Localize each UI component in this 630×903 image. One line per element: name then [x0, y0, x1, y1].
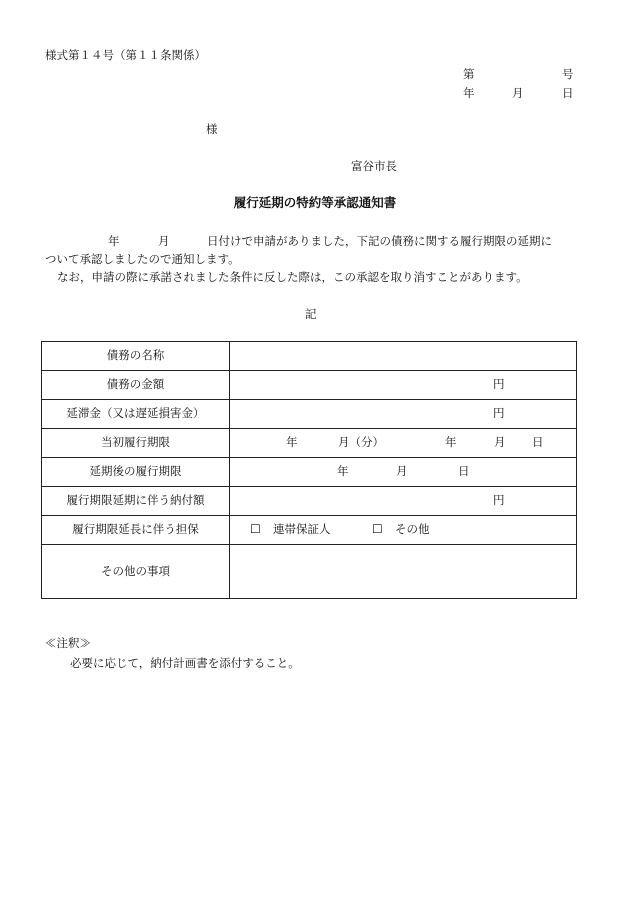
- original-year-unit: 年: [286, 435, 298, 449]
- addressee-suffix: 様: [206, 122, 218, 136]
- sender-name: 富谷市長: [351, 159, 397, 173]
- row-label-debt-amount: 債務の金額: [42, 371, 230, 400]
- document-title: 履行延期の特約等承認通知書: [233, 195, 397, 210]
- value-cell-late-charge: [230, 400, 577, 429]
- checkbox-icon[interactable]: ☐: [372, 522, 383, 536]
- value-cell-debt-name: [230, 342, 577, 371]
- value-cell-collateral: [230, 516, 577, 545]
- body-line1-month: 月: [158, 234, 170, 248]
- row-label-collateral: 履行期限延長に伴う担保: [42, 516, 230, 545]
- option-joint-guarantor: 連帯保証人: [273, 522, 331, 536]
- issue-date-day: 日: [562, 86, 574, 100]
- issue-date-year: 年: [463, 86, 475, 100]
- original-end-day-unit: 日: [532, 435, 544, 449]
- issue-date-month: 月: [512, 86, 524, 100]
- body-line3-text: なお，申請の際に承諾されました条件に反した際は，この承認を取り消すことがあります。: [57, 270, 528, 284]
- notes-text: 必要に応じて，納付計画書を添付すること。: [70, 656, 300, 670]
- body-line1-year: 年: [108, 234, 120, 248]
- table-row: [42, 458, 577, 487]
- table-row: [42, 400, 577, 429]
- row-label-other-matters: その他の事項: [42, 545, 230, 599]
- body-line1-text: 日付けで申請がありました，下記の債務に関する履行期限の延期に: [207, 234, 552, 248]
- table-row: [42, 487, 577, 516]
- value-cell-payment-amount: [230, 487, 577, 516]
- unit-yen: 円: [493, 377, 505, 391]
- document-no-suffix: 号: [562, 67, 574, 81]
- original-month-unit: 月（分）: [338, 435, 384, 449]
- notes-heading: ≪注釈≫: [45, 636, 91, 650]
- document-no-prefix: 第: [463, 67, 475, 81]
- details-table: [41, 341, 577, 599]
- table-row: [42, 545, 577, 599]
- extended-year-unit: 年: [337, 464, 349, 478]
- table-row: [42, 342, 577, 371]
- table-row: [42, 516, 577, 545]
- body-line2-text: ついて承認しましたので通知します。: [45, 252, 240, 266]
- original-end-year-unit: 年: [445, 435, 457, 449]
- extended-month-unit: 月: [396, 464, 408, 478]
- original-end-month-unit: 月: [494, 435, 506, 449]
- unit-yen: 円: [493, 493, 505, 507]
- row-label-original-deadline: 当初履行期限: [42, 429, 230, 458]
- option-other: その他: [395, 522, 430, 536]
- value-cell-extended-deadline: [230, 458, 577, 487]
- value-cell-other-matters: [230, 545, 577, 599]
- table-row: [42, 371, 577, 400]
- table-row: [42, 429, 577, 458]
- checkbox-icon[interactable]: ☐: [250, 522, 261, 536]
- value-cell-debt-amount: [230, 371, 577, 400]
- ki-marker: 記: [305, 307, 317, 321]
- form-number: 様式第１４号（第１１条関係）: [45, 48, 206, 62]
- extended-day-unit: 日: [458, 464, 470, 478]
- row-label-debt-name: 債務の名称: [42, 342, 230, 371]
- row-label-extended-deadline: 延期後の履行期限: [42, 458, 230, 487]
- unit-yen: 円: [493, 406, 505, 420]
- row-label-payment-amount: 履行期限延期に伴う納付額: [42, 487, 230, 516]
- row-label-late-charge: 延滞金（又は遅延損害金）: [42, 400, 230, 429]
- value-cell-original-deadline: [230, 429, 577, 458]
